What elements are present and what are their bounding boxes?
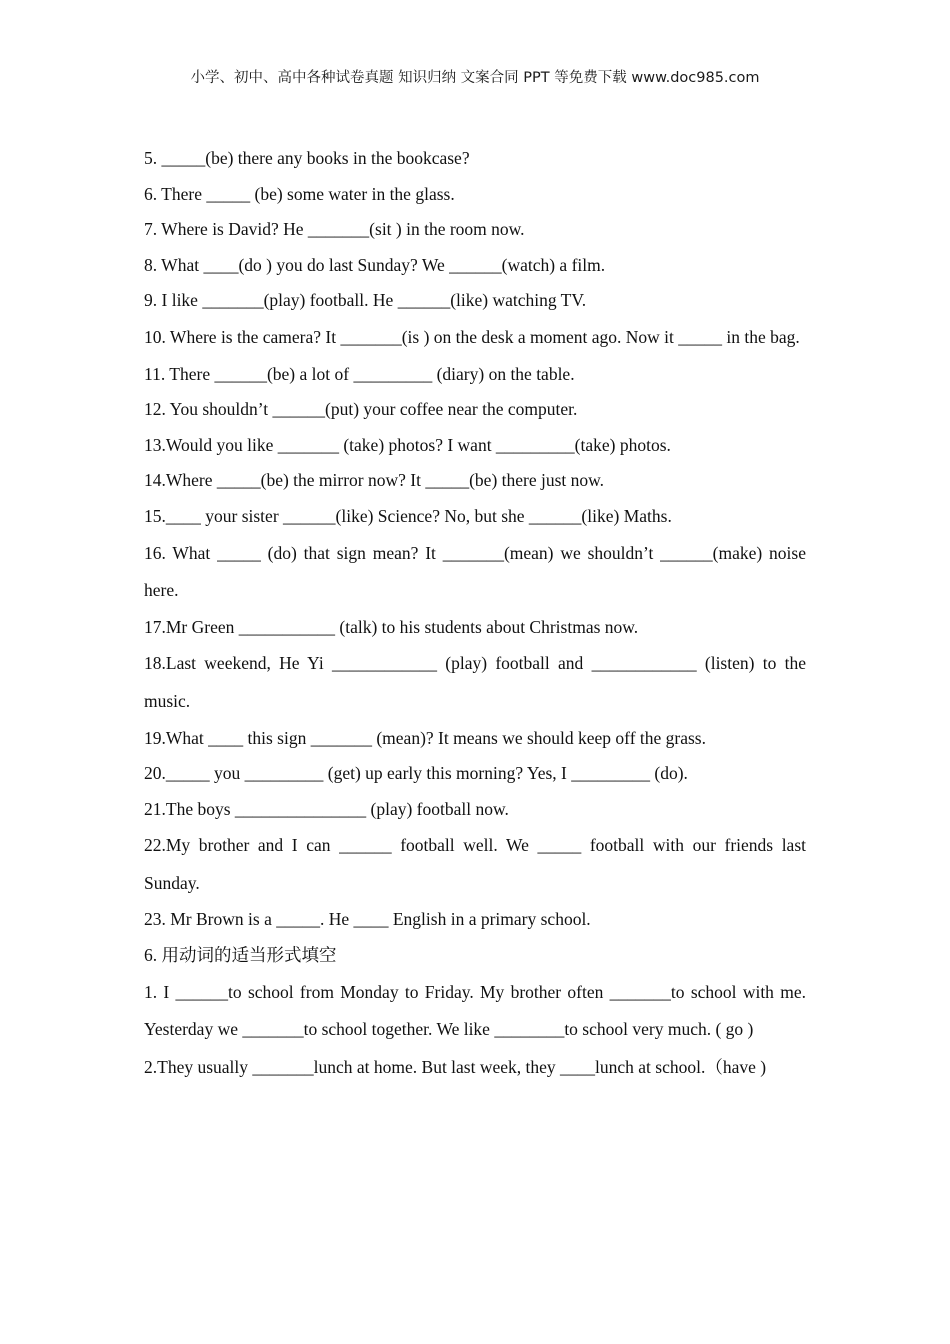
question-22: 22.My brother and I can ______ football well. We _____ football with our friends last Sunday. [144,835,806,893]
question-18: 18.Last weekend, He Yi ____________ (play) football and ____________ (listen) to the music. [144,653,806,711]
section-6-question-2: 2.They usually _______lunch at home. But last week, they ____lunch at school.（have ) [144,1056,767,1077]
question-17: 17.Mr Green ___________ (talk) to his students about Christmas now. [144,616,639,637]
question-14: 14.Where _____(be) the mirror now? It _____(be) there just now. [144,470,605,491]
question-12: 12. You shouldn’t ______(put) your coffee near the computer. [144,399,578,420]
question-8: 8. What ____(do ) you do last Sunday? We ______(watch) a film. [144,254,606,275]
question-15: 15.____ your sister ______(like) Science? No, but she ______(like) Maths. [144,505,672,526]
question-16: 16. What _____ (do) that sign mean? It _______(mean) we shouldn’t ______(make) noise here. [144,542,806,601]
section-6-question-1: 1. I ______to school from Monday to Friday. My brother often _______to school with me. Yesterday we _______to school together. We like ________to school very much. ( go ) [144,981,806,1040]
question-9: 9. I like _______(play) football. He ______(like) watching TV. [144,290,587,311]
question-20: 20._____ you _________ (get) up early this morning? Yes, I _________ (do). [144,763,688,784]
question-19: 19.What ____ this sign _______ (mean)? It means we should keep off the grass. [144,727,706,748]
question-13: 13.Would you like _______ (take) photos? I want _________(take) photos. [144,434,671,455]
question-7: 7. Where is David? He _______(sit ) in the room now. [144,219,525,240]
question-21: 21.The boys _______________ (play) football now. [144,798,509,819]
section-6-heading: 6. 用动词的适当形式填空 [144,945,337,966]
page-header: 小学、初中、高中各种试卷真题 知识归纳 文案合同 PPT 等免费下载 www.doc985.com [190,70,760,86]
question-10: 10. Where is the camera? It _______(is ) on the desk a moment ago. Now it _____ in the bag. [144,326,800,347]
exercise-content [144,141,806,1086]
question-11: 11. There ______(be) a lot of _________ (diary) on the table. [144,363,575,384]
question-23: 23. Mr Brown is a _____. He ____ English in a primary school. [144,909,591,930]
question-6: 6. There _____ (be) some water in the glass. [144,183,455,204]
question-5: 5. _____(be) there any books in the bookcase? [144,148,470,168]
